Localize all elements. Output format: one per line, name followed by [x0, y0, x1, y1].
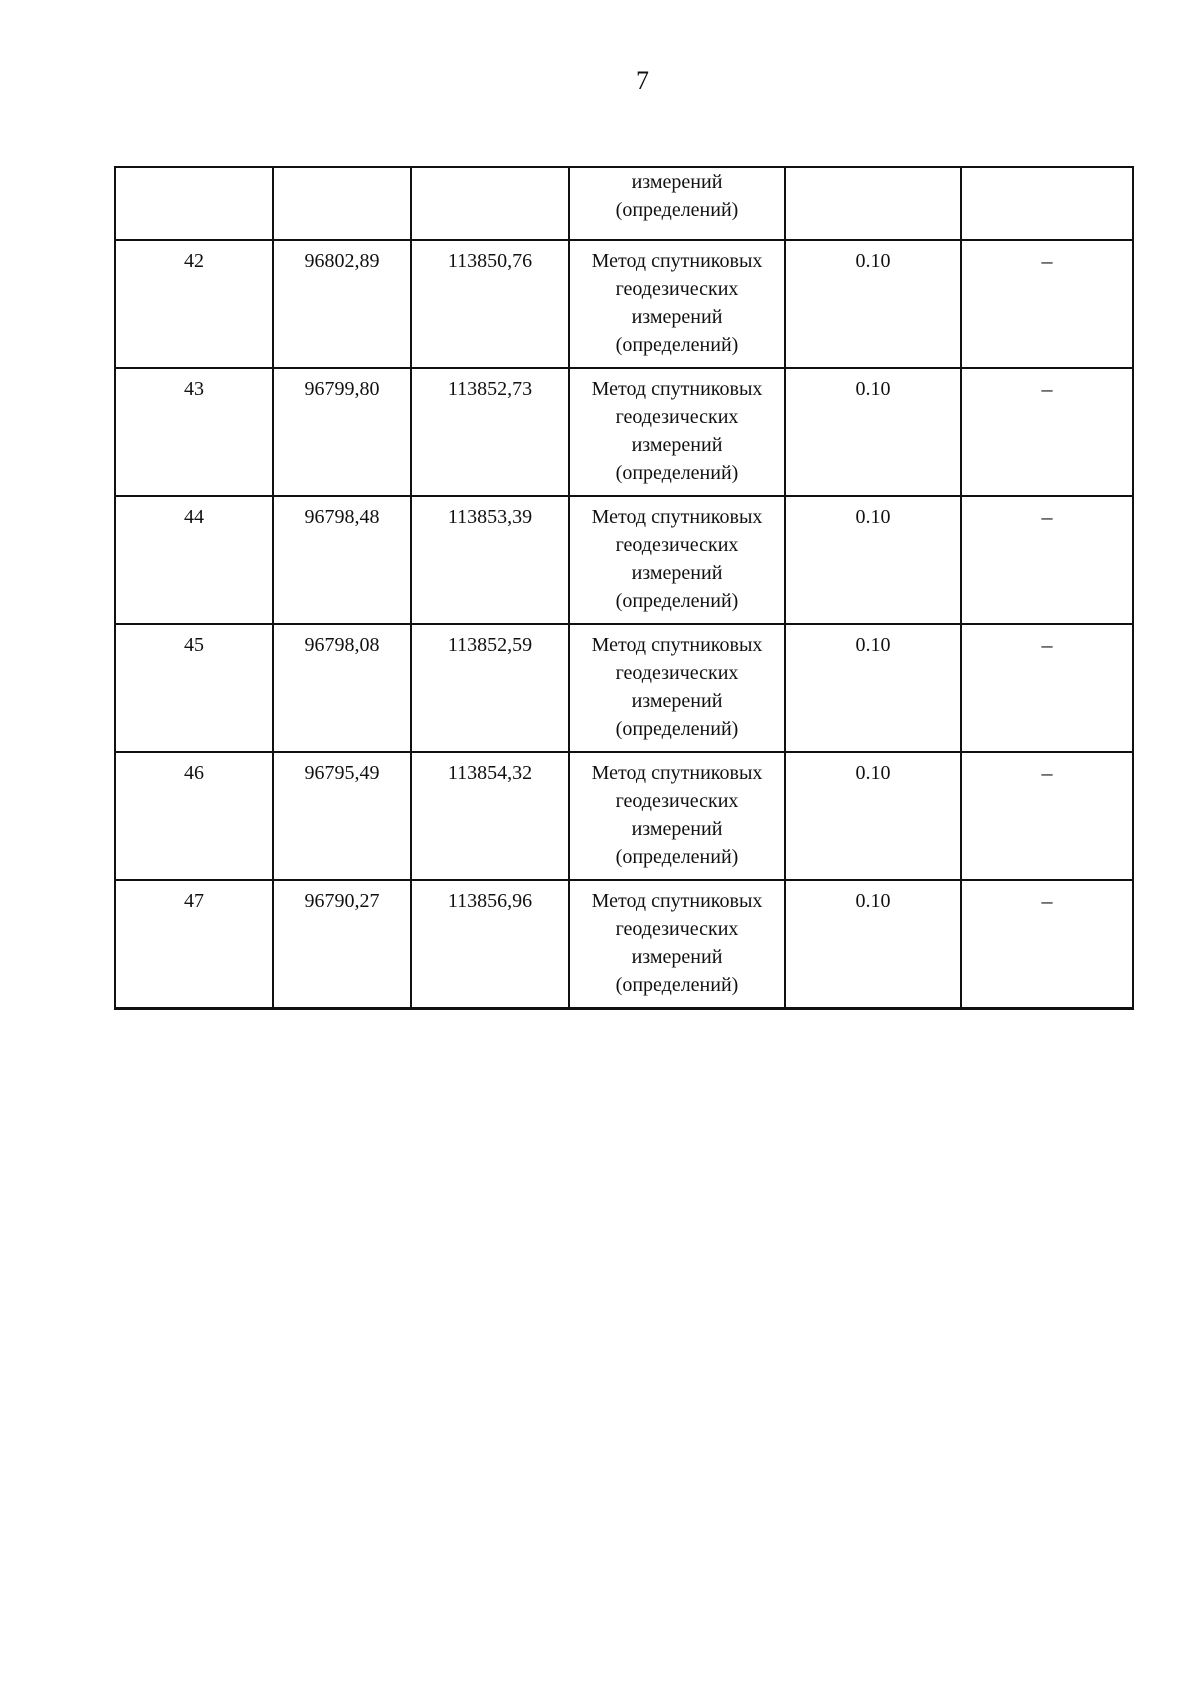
point-number-cell: 42 — [115, 240, 273, 368]
method-cell: Метод спутниковых геодезических измерений (определений) — [569, 368, 785, 496]
note-cell: – — [961, 496, 1133, 624]
point-number-cell: 44 — [115, 496, 273, 624]
table-cell — [785, 167, 961, 240]
note-cell: – — [961, 752, 1133, 880]
table-row-continuation — [115, 167, 1133, 240]
method-cell: Метод спутниковых геодезических измерений (определений) — [569, 752, 785, 880]
note-cell: – — [961, 880, 1133, 1008]
accuracy-cell: 0.10 — [785, 240, 961, 368]
method-cell: Метод спутниковых геодезических измерений (определений) — [569, 496, 785, 624]
point-number-cell: 43 — [115, 368, 273, 496]
accuracy-cell: 0.10 — [785, 752, 961, 880]
method-cell: Метод спутниковых геодезических измерений (определений) — [569, 240, 785, 368]
accuracy-cell: 0.10 — [785, 496, 961, 624]
table-cell — [411, 167, 569, 240]
y-coordinate-cell: 113850,76 — [411, 240, 569, 368]
method-cell: измерений (определений) — [569, 167, 785, 240]
note-cell: – — [961, 624, 1133, 752]
table-row — [115, 880, 1133, 1008]
y-coordinate-cell: 113853,39 — [411, 496, 569, 624]
table-cell — [273, 167, 411, 240]
point-number-cell: 47 — [115, 880, 273, 1008]
table-cell — [961, 167, 1133, 240]
x-coordinate-cell: 96790,27 — [273, 880, 411, 1008]
coordinates-table — [114, 166, 1134, 1010]
y-coordinate-cell: 113856,96 — [411, 880, 569, 1008]
x-coordinate-cell: 96802,89 — [273, 240, 411, 368]
table-row — [115, 368, 1133, 496]
table-cell — [115, 167, 273, 240]
note-cell: – — [961, 240, 1133, 368]
point-number-cell: 45 — [115, 624, 273, 752]
point-number-cell: 46 — [115, 752, 273, 880]
table-row — [115, 752, 1133, 880]
x-coordinate-cell: 96798,48 — [273, 496, 411, 624]
x-coordinate-cell: 96798,08 — [273, 624, 411, 752]
table-row — [115, 496, 1133, 624]
method-cell: Метод спутниковых геодезических измерений (определений) — [569, 880, 785, 1008]
y-coordinate-cell: 113854,32 — [411, 752, 569, 880]
y-coordinate-cell: 113852,59 — [411, 624, 569, 752]
page-number: 7 — [636, 66, 649, 95]
accuracy-cell: 0.10 — [785, 624, 961, 752]
method-cell: Метод спутниковых геодезических измерений (определений) — [569, 624, 785, 752]
y-coordinate-cell: 113852,73 — [411, 368, 569, 496]
accuracy-cell: 0.10 — [785, 880, 961, 1008]
note-cell: – — [961, 368, 1133, 496]
x-coordinate-cell: 96795,49 — [273, 752, 411, 880]
table-row — [115, 240, 1133, 368]
table-row — [115, 624, 1133, 752]
x-coordinate-cell: 96799,80 — [273, 368, 411, 496]
accuracy-cell: 0.10 — [785, 368, 961, 496]
